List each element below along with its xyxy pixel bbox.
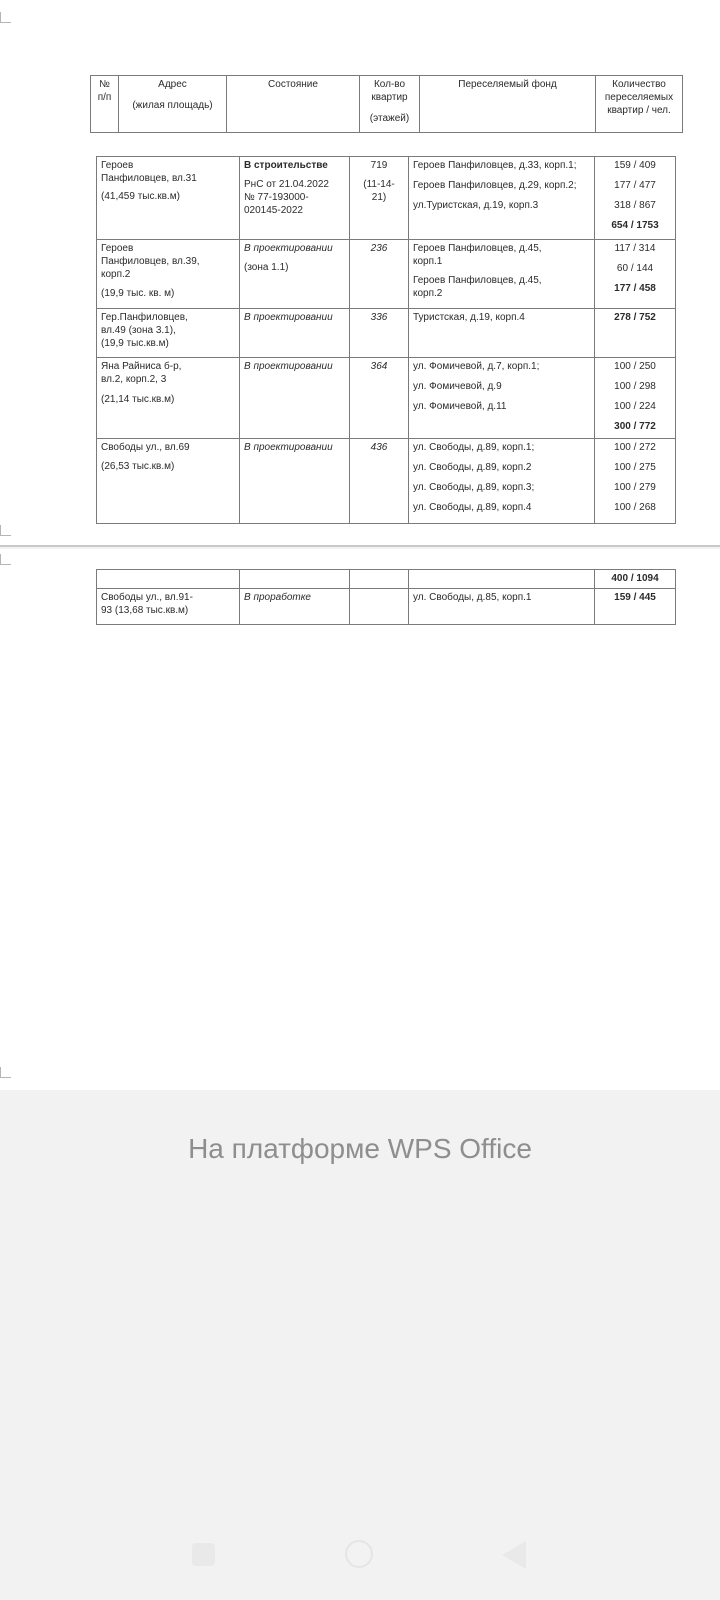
count-total: 159 / 445 bbox=[595, 589, 676, 625]
flats-cell: 336 bbox=[350, 309, 409, 358]
count-total: 654 / 1753 bbox=[611, 220, 659, 231]
count-item: 177 / 477 bbox=[614, 180, 656, 191]
address-area: (41,459 тыс.кв.м) bbox=[101, 191, 180, 202]
count-item: 100 / 268 bbox=[614, 502, 656, 513]
header-address-cell bbox=[119, 76, 227, 133]
table-row bbox=[97, 439, 676, 524]
state-text: В проработке bbox=[240, 589, 350, 625]
fund-item: Героев Панфиловцев, д.29, корп.2; bbox=[413, 180, 577, 191]
header-flats: Кол-во квартир bbox=[371, 79, 408, 103]
fund-cell bbox=[409, 240, 595, 309]
count-item: 100 / 272 bbox=[614, 442, 656, 453]
header-flats-sub: (этажей) bbox=[369, 113, 410, 124]
fund-item: ул. Свободы, д.89, корп.4 bbox=[413, 502, 532, 513]
fund-item: ул. Свободы, д.89, корп.2 bbox=[413, 462, 532, 473]
fund-item: Героев Панфиловцев, д.45, корп.2 bbox=[413, 275, 542, 299]
address-text: Свободы ул., вл.91- 93 (13,68 тыс.кв.м) bbox=[97, 589, 240, 625]
count-item: 100 / 298 bbox=[614, 381, 656, 392]
state-text: В проектировании bbox=[240, 358, 350, 439]
header-address-sub: (жилая площадь) bbox=[132, 100, 213, 111]
count-cell bbox=[595, 439, 676, 524]
header-table bbox=[90, 75, 683, 133]
count-item: 318 / 867 bbox=[614, 200, 656, 211]
state-text: В строительстве bbox=[244, 160, 328, 171]
header-fund: Переселяемый фонд bbox=[420, 76, 596, 133]
count-cell bbox=[595, 157, 676, 240]
address-text: Свободы ул., вл.69 bbox=[101, 442, 190, 453]
header-num: № п/п bbox=[91, 76, 119, 133]
document-page-2 bbox=[0, 549, 720, 1090]
address-text: Гер.Панфиловцев, вл.49 (зона 3.1), (19,9 тыс.кв.м) bbox=[97, 309, 240, 358]
data-table-continued bbox=[96, 569, 676, 625]
fund-item: Туристская, д.19, корп.4 bbox=[409, 309, 595, 358]
header-flats-cell bbox=[360, 76, 420, 133]
home-icon[interactable] bbox=[345, 1540, 373, 1568]
fund-item: ул. Фомичевой, д.11 bbox=[413, 401, 507, 412]
page-corner-mark bbox=[0, 554, 11, 565]
address-text: Яна Райниса б-р, вл.2, корп.2, 3 bbox=[101, 361, 182, 385]
page-corner-mark bbox=[0, 1067, 11, 1078]
document-page-1 bbox=[0, 0, 720, 545]
recent-apps-icon[interactable] bbox=[192, 1543, 215, 1566]
fund-cell bbox=[409, 439, 595, 524]
address-cell bbox=[97, 157, 240, 240]
page-corner-mark bbox=[0, 12, 11, 23]
fund-item: ул. Фомичевой, д.9 bbox=[413, 381, 502, 392]
count-total: 278 / 752 bbox=[595, 309, 676, 358]
address-text: Героев Панфиловцев, вл.39, корп.2 bbox=[101, 243, 200, 280]
floors-text: (11-14- 21) bbox=[363, 179, 395, 203]
state-cell bbox=[240, 240, 350, 309]
state-text: В проектировании bbox=[244, 243, 333, 254]
count-cell bbox=[595, 358, 676, 439]
count-item: 159 / 409 bbox=[614, 160, 656, 171]
state-cell bbox=[240, 157, 350, 240]
count-item: 60 / 144 bbox=[616, 263, 654, 274]
count-item: 100 / 224 bbox=[614, 401, 656, 412]
permit-text: РнС от 21.04.2022 № 77-193000- 020145-2022 bbox=[244, 179, 329, 216]
address-area: (19,9 тыс. кв. м) bbox=[101, 288, 175, 299]
address-cell bbox=[97, 240, 240, 309]
system-navigation-bar bbox=[0, 1540, 720, 1600]
count-item: 117 / 314 bbox=[614, 243, 656, 254]
count-total: 177 / 458 bbox=[614, 283, 656, 294]
count-total: 400 / 1094 bbox=[595, 570, 676, 589]
page-corner-mark bbox=[0, 525, 11, 536]
count-cell bbox=[595, 240, 676, 309]
fund-item: Героев Панфиловцев, д.33, корп.1; bbox=[413, 160, 577, 171]
address-area: (26,53 тыс.кв.м) bbox=[101, 461, 175, 472]
address-text: Героев Панфиловцев, вл.31 bbox=[101, 160, 197, 184]
table-row bbox=[97, 240, 676, 309]
header-state: Состояние bbox=[227, 76, 360, 133]
page-separator bbox=[0, 545, 720, 547]
table-row bbox=[97, 589, 676, 625]
fund-cell bbox=[409, 157, 595, 240]
count-item: 100 / 279 bbox=[614, 482, 656, 493]
fund-item: ул. Фомичевой, д.7, корп.1; bbox=[413, 361, 540, 372]
flats-cell bbox=[350, 157, 409, 240]
data-table bbox=[96, 156, 676, 524]
header-count: Количество переселяемых квартир / чел. bbox=[596, 76, 683, 133]
count-total: 300 / 772 bbox=[614, 421, 656, 432]
flats-cell: 236 bbox=[350, 240, 409, 309]
address-cell bbox=[97, 439, 240, 524]
table-row bbox=[97, 157, 676, 240]
fund-item: ул. Свободы, д.89, корп.3; bbox=[413, 482, 535, 493]
flats-text: 719 bbox=[370, 160, 388, 171]
state-text: В проектировании bbox=[240, 439, 350, 524]
fund-item: Героев Панфиловцев, д.45, корп.1 bbox=[413, 243, 542, 267]
fund-item: ул. Свободы, д.89, корп.1; bbox=[413, 442, 535, 453]
fund-cell bbox=[409, 358, 595, 439]
count-item: 100 / 275 bbox=[614, 462, 656, 473]
zone-text: (зона 1.1) bbox=[244, 262, 289, 273]
fund-item: ул.Туристская, д.19, корп.3 bbox=[413, 200, 539, 211]
address-cell bbox=[97, 358, 240, 439]
table-row bbox=[97, 570, 676, 589]
header-address: Адрес bbox=[158, 79, 187, 90]
table-row bbox=[97, 309, 676, 358]
count-item: 100 / 250 bbox=[614, 361, 656, 372]
fund-item: ул. Свободы, д.85, корп.1 bbox=[409, 589, 595, 625]
state-text: В проектировании bbox=[240, 309, 350, 358]
flats-cell: 364 bbox=[350, 358, 409, 439]
flats-cell: 436 bbox=[350, 439, 409, 524]
wps-office-brand: На платформе WPS Office bbox=[188, 1133, 532, 1164]
back-icon[interactable] bbox=[502, 1541, 526, 1569]
table-row bbox=[97, 358, 676, 439]
address-area: (21,14 тыс.кв.м) bbox=[101, 394, 175, 405]
